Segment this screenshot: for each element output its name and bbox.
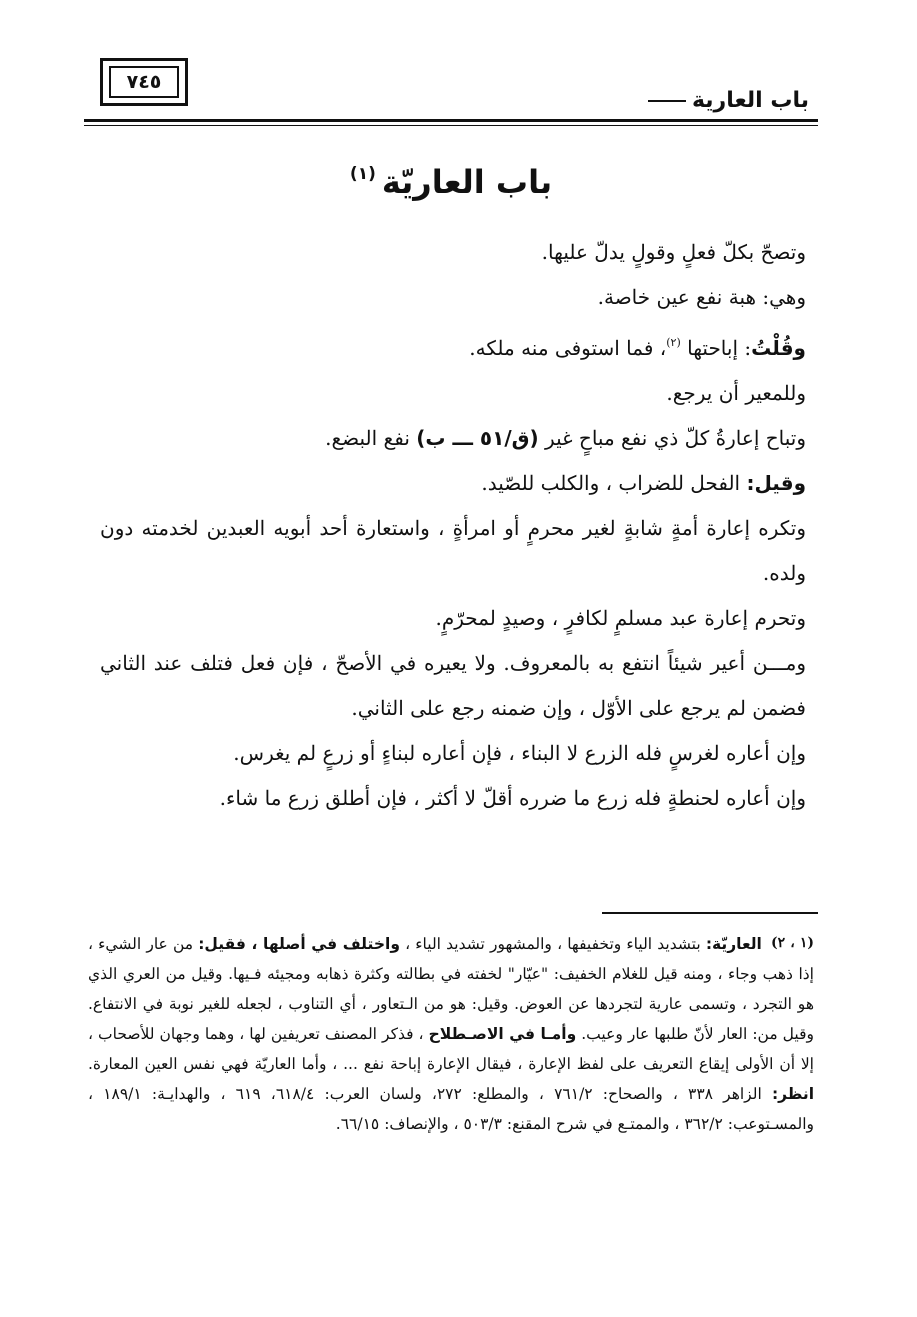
paragraph-3-lead: وقُلْتُ xyxy=(751,336,806,360)
footnote-separator xyxy=(602,912,818,914)
paragraph-11: وإن أعاره لحنطةٍ فله زرع ما ضرره أقلّ لا أكثر ، فإن أطلق زرع ما شاء. xyxy=(219,786,806,810)
footnote-term: العاريّة: xyxy=(705,935,762,953)
footnote-text-1: بتشديد الياء وتخفيفها ، والمشهور تشديد الياء ، xyxy=(405,935,701,953)
page-number: ٧٤٥ xyxy=(109,66,179,98)
footnote-marker: (١ ، ٢) xyxy=(771,935,815,951)
title-footnote-marker: (١) xyxy=(349,164,376,184)
footnote-text-2: من عار الشيء ، إذا ذهب وجاء ، ومنه قيل للغلام الخفيف: "عيّار" لخفته في بطالته وكثرة ذهابه ومجيئه فـيها. وقيل من العري الذي هو التجرد ، وتسمى عارية لتجردها عن العوض. وقيل: هو من الـتعاور ، أي التناوب ، لجعله للغير نوبة في الانتفاع. وقيل من: العار لأنّ طلبها عار وعيب. xyxy=(88,935,814,1043)
footnote xyxy=(88,928,814,1139)
paragraph-6-lead: وقيل: xyxy=(746,471,806,495)
page-number-frame xyxy=(100,58,188,106)
paragraph-5-text-a: وتباح إعارةُ كلّ ذي نفع مباحٍ غير xyxy=(545,426,806,450)
paragraph-4: وللمعير أن يرجع. xyxy=(666,381,806,405)
paragraph-6 xyxy=(100,461,806,506)
header-rule-thick xyxy=(84,119,818,122)
paragraph-5 xyxy=(100,416,806,461)
chapter-title xyxy=(84,146,818,210)
paragraph-2: وهي: هبة نفع عين خاصة. xyxy=(597,285,806,309)
paragraph-5-text-b: نفع البضع. xyxy=(325,426,410,450)
paragraph-3-text-a: : إباحتها xyxy=(687,336,752,360)
paragraph-3 xyxy=(100,320,806,371)
running-head-text: باب العارية xyxy=(691,88,809,113)
chapter-title-text: باب العاريّة xyxy=(381,163,553,201)
paragraph-1: وتصحّ بكلّ فعلٍ وقولٍ يدلّ عليها. xyxy=(541,240,806,264)
manuscript-folio-reference: (ق/٥١ ـــ ب) xyxy=(416,426,539,450)
paragraph-10: وإن أعاره لغرسٍ فله الزرع لا البناء ، فإن أعاره لبناءٍ أو زرعٍ لم يغرس. xyxy=(233,741,806,765)
paragraph-6-text: الفحل للضراب ، والكلب للصّيد. xyxy=(481,471,741,495)
running-head xyxy=(648,88,809,113)
paragraph-9: ومـــن أعير شيئاً انتفع به بالمعروف. ولا يعيره في الأصحّ ، فإن فعل فتلف عند الثاني فضمن لم يرجع على الأوّل ، وإن ضمنه رجع على الثاني. xyxy=(100,651,806,720)
body-text xyxy=(100,230,806,821)
paragraph-3-text-b: ، فما استوفى منه ملكه. xyxy=(469,336,667,360)
header-rule-thin xyxy=(84,125,818,126)
paragraph-3-footnote-marker: (٢) xyxy=(666,336,681,349)
footnote-text-3: ، فذكر المصنف تعريفين لها ، وهما وجهان للأصحاب ، إلا أن الأولى إيقاع التعريف على لفظ الإعارة ، فيقال الإعارة إباحة نفع ... ، وأما العاريّة فهي نفس العين المعارة. xyxy=(88,1025,814,1073)
footnote-emphasis-terminology: وأمـا في الاصـطلاح xyxy=(428,1025,577,1043)
paragraph-8: وتحرم إعارة عبد مسلمٍ لكافرٍ ، وصيدٍ لمحرّمٍ. xyxy=(435,606,806,630)
footnote-references: الزاهر ٣٣٨ ، والصحاح: ٧٦١/٢ ، والمطلع: ٢٧٢، ولسان العرب: ٦١٨/٤، ٦١٩ ، والهدايـة: ١٨٩/١ ، والمسـتوعب: ٣٦٢/٢ ، والممتـع في شرح المقنع: ٥٠٣/٣ ، والإنصاف: ٦٦/١٥. xyxy=(88,1085,814,1133)
footnote-emphasis-origin: واختلف في أصلها ، فقيل: xyxy=(198,935,400,953)
paragraph-7: وتكره إعارة أمةٍ شابةٍ لغير محرمٍ أو امرأةٍ ، واستعارة أحد أبويه العبدين لخدمته دون ولده. xyxy=(100,516,806,585)
running-head-dash xyxy=(648,100,686,102)
footnote-emphasis-see: انظر: xyxy=(771,1085,815,1103)
